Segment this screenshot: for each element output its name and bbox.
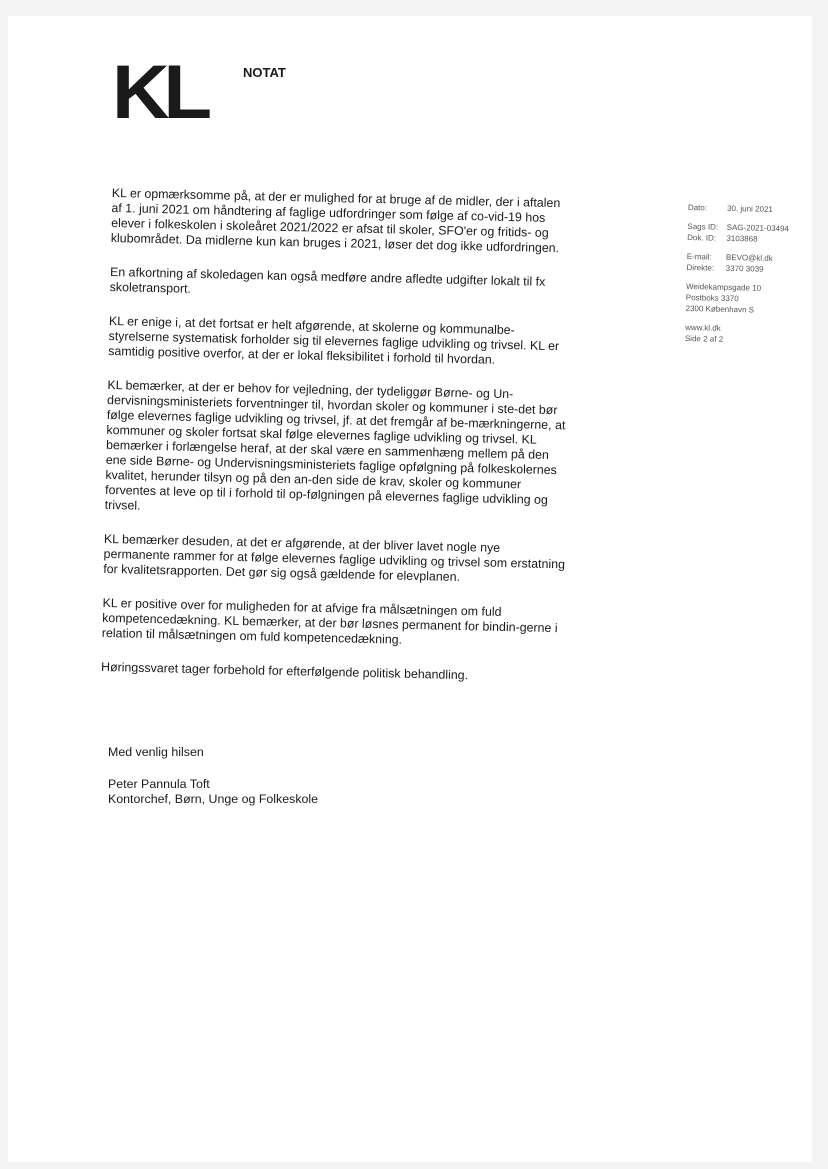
kl-logo: KL: [112, 50, 206, 135]
date-row: [688, 202, 812, 216]
direct-phone-row: [686, 262, 810, 276]
sidebar-metadata: [685, 202, 812, 355]
signatory-name: Peter Pannula Toft: [108, 777, 210, 791]
address-line-1: Weidekampsgade 10: [685, 281, 762, 293]
page-number: Side 2 af 2: [684, 333, 724, 344]
paragraph: KL bemærker, at der er behov for vejledning, der tydeliggør Børne- og Un-dervisningsministeriets forventninger til, hvordan skoler og kommuner i ste-det bør følge elevernes faglige udvikling og trivsel, jf. at det fremgår af be-mærkningerne, at kommuner og skoler fortsat skal følge elevernes faglige udvikling og trivsel. KL bemærker i forlængelse heraf, at der skal være en sammenhæng mellem på den ene side Børne- og Undervisningsministeriets faglige opfølgning på folkeskolernes kvalitet, herunder tilsyn og på den an-den side de krav, skoler og kommuner forventes at leve op til i forhold til op-følgningen på elevernes faglige udvikling og trivsel.: [104, 377, 566, 513]
address-line-3: 2300 København S: [685, 303, 755, 315]
doc-id-row: [687, 232, 811, 246]
website: www.kl.dk: [685, 322, 721, 333]
doc-id-value: 3103868: [726, 233, 758, 244]
paragraph: KL er enige i, at det fortsat er helt afgørende, at skolerne og kommunalbe-styrelserne systematisk forholder sig til elevernes faglige udvikling og trivsel. KL er samtidig positive overfor, at der er lokal fleksibilitet i forhold til hvordan.: [108, 313, 560, 367]
letter-body: [100, 186, 573, 704]
signature-block: [108, 745, 318, 807]
closing-greeting: Med venlig hilsen: [108, 745, 204, 759]
date-value: 30. juni 2021: [726, 203, 774, 214]
paragraph: KL bemærker desuden, at det er afgørende, at der bliver lavet nogle nye permanente rammer for at følge elevernes faglige udvikling og trivsel som erstatning for kvalitetsrapporten. Det gør sig også gældende for elevplanen.: [103, 531, 566, 584]
date-label: Dato:: [687, 202, 708, 213]
doc-id-label: Dok. ID:: [687, 232, 717, 243]
direct-phone-value: 3370 3039: [725, 263, 764, 274]
address-line-2: Postboks 3370: [685, 292, 739, 304]
paragraph: Høringssvaret tager forbehold for efterfølgende politisk behandling.: [100, 659, 469, 683]
paragraph: KL er opmærksomme på, at der er mulighed for at bruge af de midler, der i aftalen af 1. juni 2021 om håndtering af faglige udfordringer som følge af co-vid-19 hos elever i folkeskolen i skoleåret 2021/2022 er afsat til skoler, SFO'er og fritids- og klubområdet. Da midlerne kun kan bruges i 2021, løser det dog ikke udfordringen.: [110, 186, 561, 256]
case-id-value: SAG-2021-03494: [726, 222, 790, 234]
case-id-label: Sags ID:: [687, 221, 719, 232]
paragraph: En afkortning af skoledagen kan også medføre andre afledte udgifter lokalt til fx skoletransport.: [109, 264, 546, 296]
paragraph: KL er positive over for muligheden for at afvige fra målsætningen om fuld kompetencedækning. KL bemærker, at der bør løsnes permanent for bindin-gerne i relation til målsætningen om fuld kompetencedækning.: [101, 595, 558, 647]
email-value: BEVO@kl.dk: [725, 252, 773, 263]
email-label: E-mail:: [686, 251, 712, 262]
document-type-label: NOTAT: [243, 65, 286, 80]
direct-phone-label: Direkte:: [686, 262, 715, 273]
signatory-title: Kontorchef, Børn, Unge og Folkeskole: [108, 792, 319, 806]
